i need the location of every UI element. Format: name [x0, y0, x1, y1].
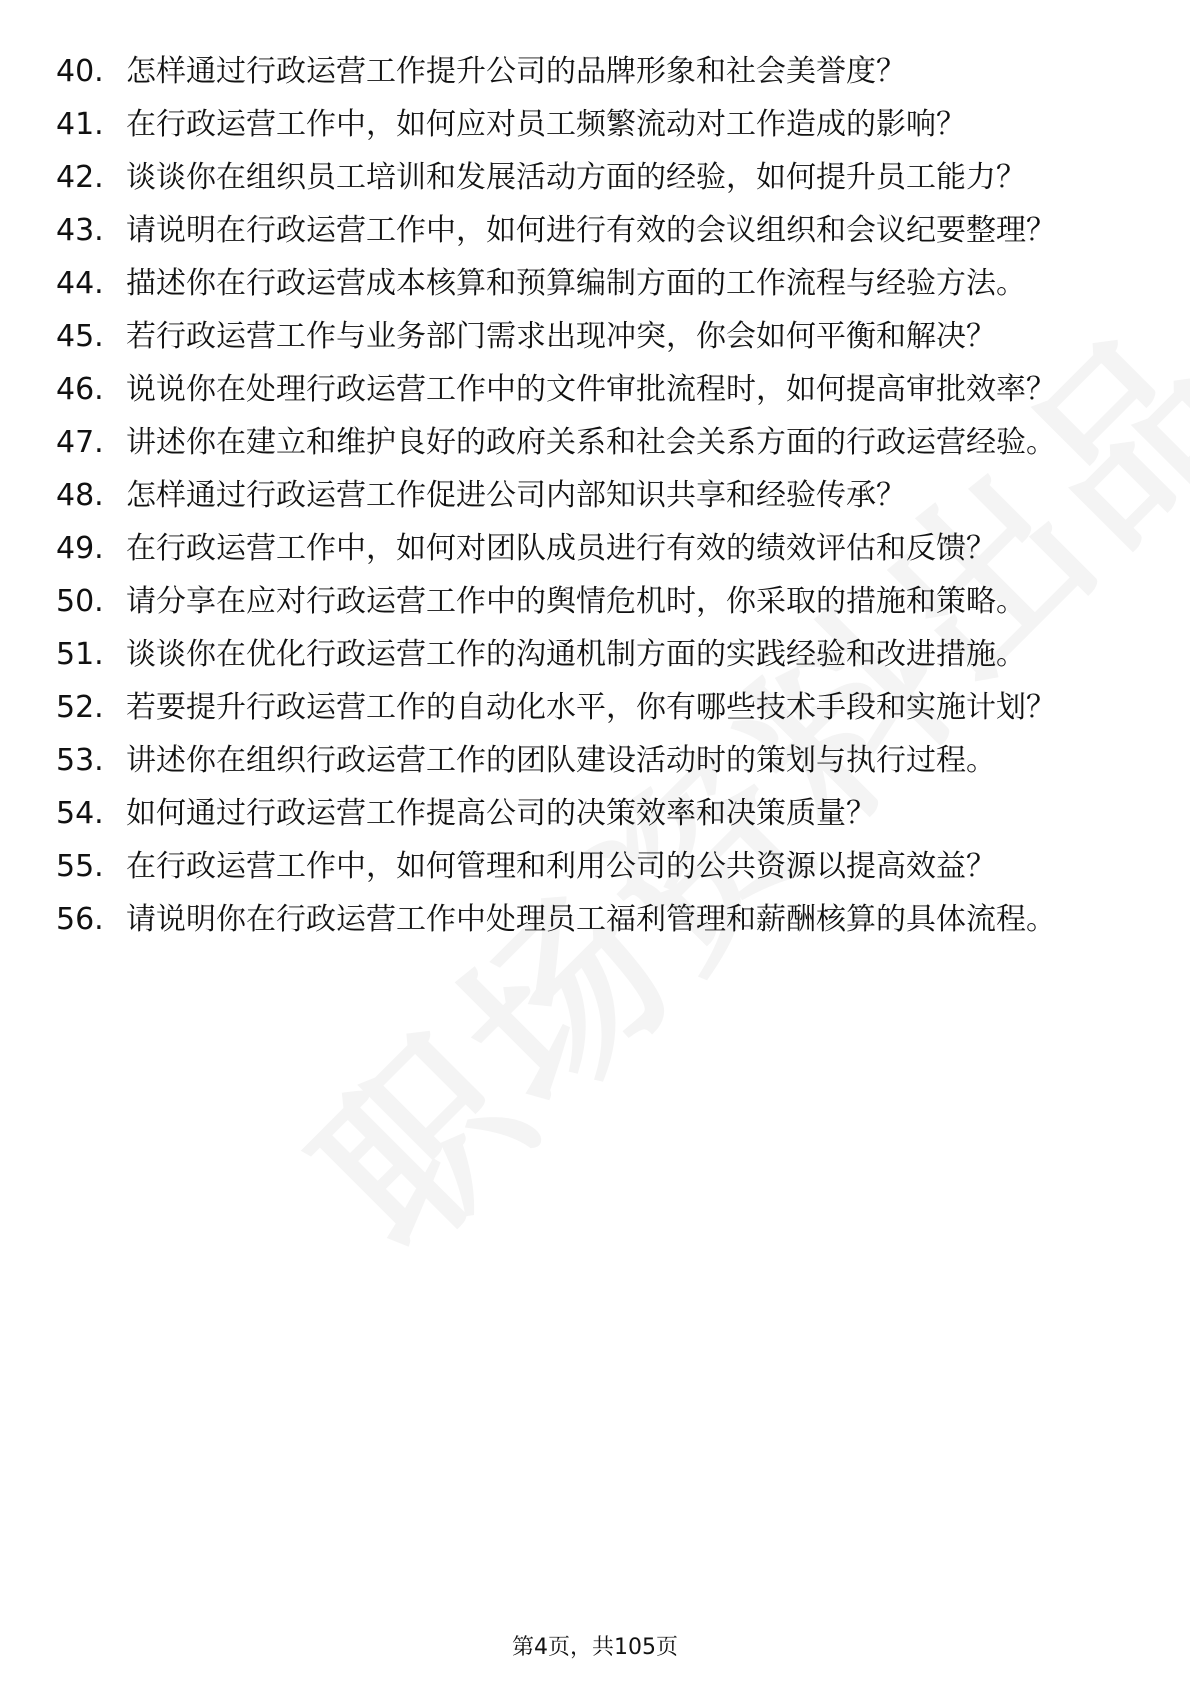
question-text: 讲述你在组织行政运营工作的团队建设活动时的策划与执行过程。: [126, 743, 996, 778]
question-text: 谈谈你在组织员工培训和发展活动方面的经验，如何提升员工能力？: [126, 160, 1026, 195]
question-number: 52.: [56, 690, 104, 725]
list-item: [56, 421, 1136, 465]
question-text: 请说明在行政运营工作中，如何进行有效的会议组织和会议纪要整理？: [126, 213, 1056, 248]
question-text: 怎样通过行政运营工作促进公司内部知识共享和经验传承？: [126, 478, 906, 513]
list-item: [56, 368, 1136, 412]
question-number: 44.: [56, 266, 104, 301]
page-number-label: 第4页，共105页: [512, 1635, 678, 1660]
list-item: [56, 315, 1136, 359]
question-list: [56, 50, 1136, 951]
question-number: 42.: [56, 160, 104, 195]
question-text: 若要提升行政运营工作的自动化水平，你有哪些技术手段和实施计划？: [126, 690, 1056, 725]
question-number: 40.: [56, 54, 104, 89]
list-item: [56, 156, 1136, 200]
question-text: 请分享在应对行政运营工作中的舆情危机时，你采取的措施和策略。: [126, 584, 1026, 619]
question-number: 53.: [56, 743, 104, 778]
list-item: [56, 792, 1136, 836]
question-text: 如何通过行政运营工作提高公司的决策效率和决策质量？: [126, 796, 876, 831]
question-number: 49.: [56, 531, 104, 566]
question-number: 50.: [56, 584, 104, 619]
list-item: [56, 474, 1136, 518]
question-number: 43.: [56, 213, 104, 248]
list-item: [56, 898, 1136, 942]
list-item: [56, 209, 1136, 253]
question-text: 在行政运营工作中，如何应对员工频繁流动对工作造成的影响？: [126, 107, 966, 142]
question-number: 51.: [56, 637, 104, 672]
list-item: [56, 686, 1136, 730]
question-text: 说说你在处理行政运营工作中的文件审批流程时，如何提高审批效率？: [126, 372, 1056, 407]
question-number: 56.: [56, 902, 104, 937]
list-item: [56, 527, 1136, 571]
question-number: 48.: [56, 478, 104, 513]
question-text: 怎样通过行政运营工作提升公司的品牌形象和社会美誉度？: [126, 54, 906, 89]
question-number: 46.: [56, 372, 104, 407]
page-footer: [0, 1633, 1190, 1663]
question-number: 47.: [56, 425, 104, 460]
question-text: 讲述你在建立和维护良好的政府关系和社会关系方面的行政运营经验。: [126, 425, 1056, 460]
list-item: [56, 262, 1136, 306]
list-item: [56, 50, 1136, 94]
list-item: [56, 103, 1136, 147]
question-text: 在行政运营工作中，如何管理和利用公司的公共资源以提高效益？: [126, 849, 996, 884]
question-text: 请说明你在行政运营工作中处理员工福利管理和薪酬核算的具体流程。: [126, 902, 1056, 937]
question-number: 55.: [56, 849, 104, 884]
list-item: [56, 845, 1136, 889]
question-number: 41.: [56, 107, 104, 142]
list-item: [56, 739, 1136, 783]
question-number: 45.: [56, 319, 104, 354]
question-text: 若行政运营工作与业务部门需求出现冲突，你会如何平衡和解决？: [126, 319, 996, 354]
list-item: [56, 633, 1136, 677]
question-text: 在行政运营工作中，如何对团队成员进行有效的绩效评估和反馈？: [126, 531, 996, 566]
question-text: 描述你在行政运营成本核算和预算编制方面的工作流程与经验方法。: [126, 266, 1026, 301]
question-number: 54.: [56, 796, 104, 831]
list-item: [56, 580, 1136, 624]
question-text: 谈谈你在优化行政运营工作的沟通机制方面的实践经验和改进措施。: [126, 637, 1026, 672]
